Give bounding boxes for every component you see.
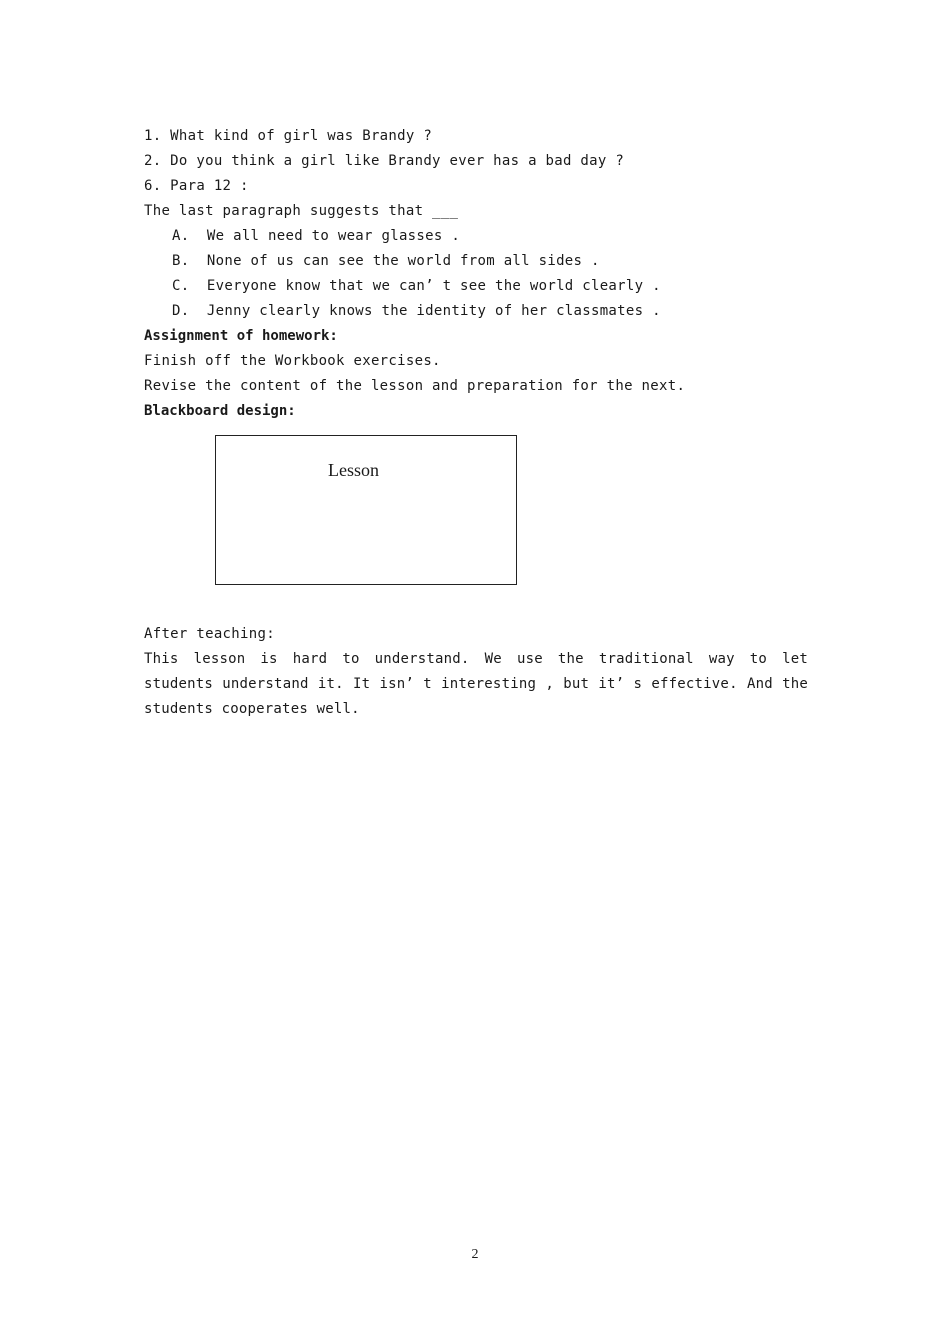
question-2: 2. Do you think a girl like Brandy ever has a bad day ? — [144, 153, 625, 169]
option-d: D. Jenny clearly knows the identity of her classmates . — [172, 303, 661, 319]
option-a: A. We all need to wear glasses . — [172, 228, 461, 244]
question-prompt: The last paragraph suggests that ___ — [144, 203, 459, 219]
after-teaching-label: After teaching: — [144, 626, 275, 642]
blackboard-heading: Blackboard design: — [144, 403, 296, 419]
page-number: 2 — [471, 1247, 479, 1262]
blackboard-title: Lesson — [328, 460, 379, 480]
question-section — [144, 124, 808, 424]
option-c: C. Everyone know that we can’ t see the world clearly . — [172, 278, 661, 294]
after-teaching-text: This lesson is hard to understand. We use the traditional way to let students understand it. It isn’ t interesting , but it’ s effective. And the students cooperates well. — [144, 651, 808, 717]
homework-line-1: Finish off the Workbook exercises. — [144, 353, 441, 369]
homework-heading: Assignment of homework: — [144, 328, 338, 344]
question-1: 1. What kind of girl was Brandy ? — [144, 128, 433, 144]
question-6: 6. Para 12 : — [144, 178, 249, 194]
blackboard-box — [215, 435, 517, 585]
homework-line-2: Revise the content of the lesson and preparation for the next. — [144, 378, 686, 394]
option-b: B. None of us can see the world from all sides . — [172, 253, 600, 269]
after-teaching-section — [144, 622, 808, 722]
